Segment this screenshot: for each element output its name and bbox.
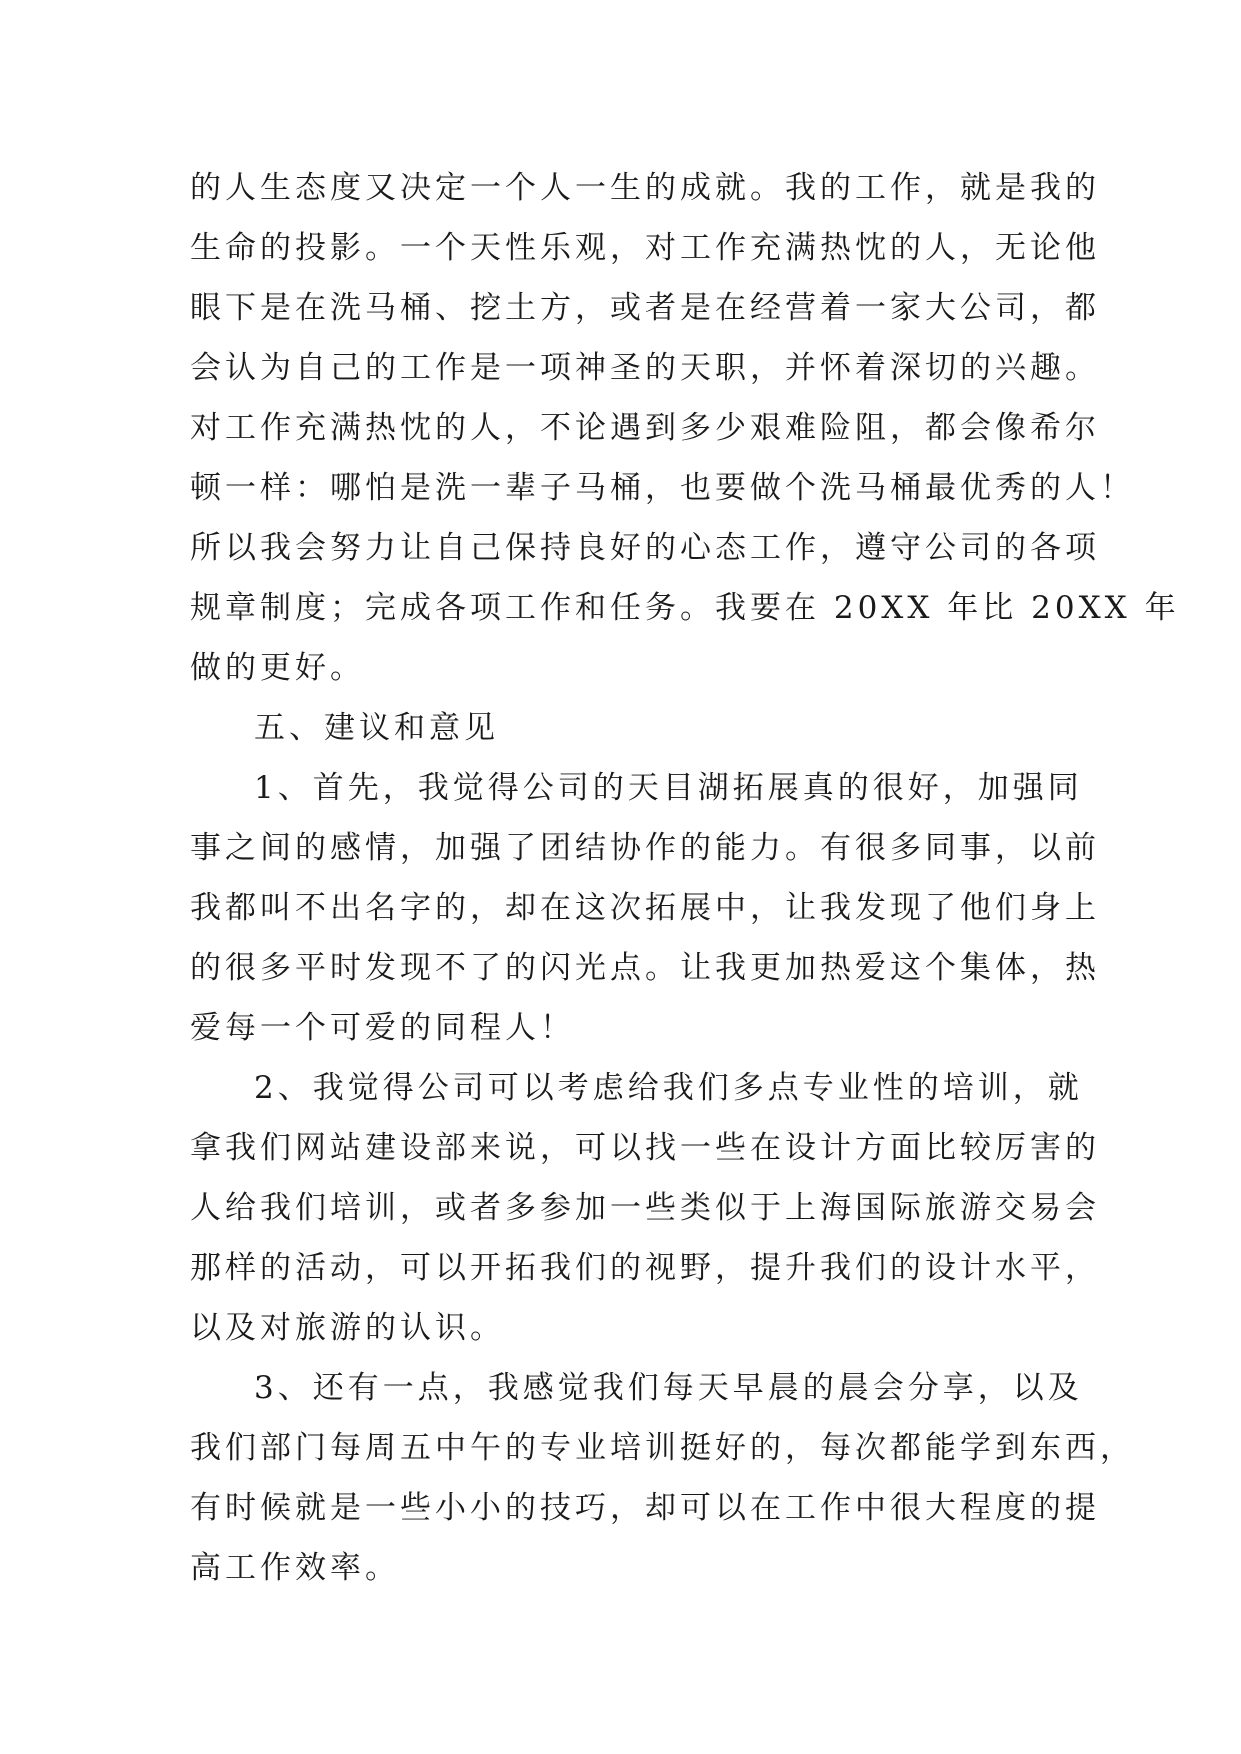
body-text-line: 对工作充满热忱的人，不论遇到多少艰难险阻，都会像希尔 <box>190 410 1100 446</box>
body-text-line: 五、建议和意见 <box>254 710 499 746</box>
body-text-line: 2、我觉得公司可以考虑给我们多点专业性的培训，就 <box>254 1070 1083 1106</box>
document-body <box>190 158 1180 1598</box>
body-text-line: 以及对旅游的认识。 <box>190 1310 505 1346</box>
body-text-line: 1、首先，我觉得公司的天目湖拓展真的很好，加强同 <box>254 770 1083 806</box>
body-text-line: 我都叫不出名字的，却在这次拓展中，让我发现了他们身上 <box>190 890 1100 926</box>
body-text-line: 人给我们培训，或者多参加一些类似于上海国际旅游交易会 <box>190 1190 1100 1226</box>
body-text-line: 会认为自己的工作是一项神圣的天职，并怀着深切的兴趣。 <box>190 350 1100 386</box>
body-text-line: 规章制度；完成各项工作和任务。我要在 20XX 年比 20XX 年 <box>190 590 1180 626</box>
body-text-line: 的很多平时发现不了的闪光点。让我更加热爱这个集体，热 <box>190 950 1100 986</box>
body-text-line: 我们部门每周五中午的专业培训挺好的，每次都能学到东西， <box>190 1430 1135 1466</box>
body-text-line: 生命的投影。一个天性乐观，对工作充满热忱的人，无论他 <box>190 230 1100 266</box>
body-text-line: 事之间的感情，加强了团结协作的能力。有很多同事，以前 <box>190 830 1100 866</box>
body-text-line: 爱每一个可爱的同程人！ <box>190 1010 575 1046</box>
body-text-line: 那样的活动，可以开拓我们的视野，提升我们的设计水平， <box>190 1250 1100 1286</box>
body-text-line: 做的更好。 <box>190 650 365 686</box>
body-text-line: 3、还有一点，我感觉我们每天早晨的晨会分享，以及 <box>254 1370 1083 1406</box>
body-text-line: 的人生态度又决定一个人一生的成就。我的工作，就是我的 <box>190 170 1100 206</box>
body-text-line: 顿一样：哪怕是洗一辈子马桶，也要做个洗马桶最优秀的人！ <box>190 470 1135 506</box>
body-text-line: 眼下是在洗马桶、挖土方，或者是在经营着一家大公司，都 <box>190 290 1100 326</box>
body-text-line: 所以我会努力让自己保持良好的心态工作，遵守公司的各项 <box>190 530 1100 566</box>
body-text-line: 拿我们网站建设部来说，可以找一些在设计方面比较厉害的 <box>190 1130 1100 1166</box>
body-text-line: 高工作效率。 <box>190 1550 400 1586</box>
body-text-line: 有时候就是一些小小的技巧，却可以在工作中很大程度的提 <box>190 1490 1100 1526</box>
